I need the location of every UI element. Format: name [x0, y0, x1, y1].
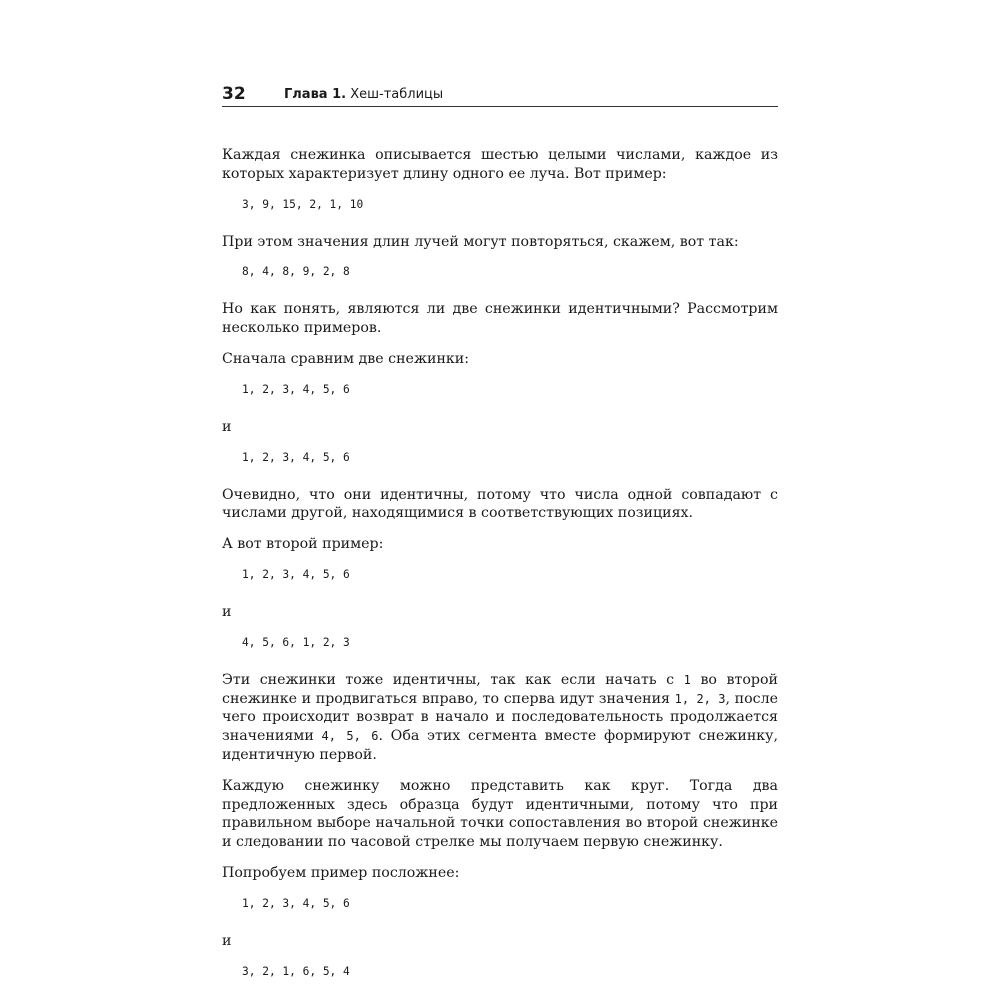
inline-code: 4, 5, 6	[321, 729, 379, 744]
inline-code: 1	[683, 672, 691, 687]
chapter-label: Глава 1.	[284, 87, 347, 102]
code-example-1: 3, 9, 15, 2, 1, 10	[242, 197, 364, 211]
paragraph-first-compare: Сначала сравним две снежинки:	[222, 350, 470, 367]
conjunction-and-3: и	[222, 932, 232, 949]
running-header	[222, 84, 778, 107]
code-example-4: 1, 2, 3, 4, 5, 6	[242, 450, 350, 464]
paragraph-circle: Каждую снежинку можно представить как круг. Тогда два предложенных здесь образца будут идентичными, потому что при правильном выборе начальной точки сопоставления во второй снежинке и следовании по часовой стрелке мы получаем первую снежинку.	[222, 777, 778, 851]
paragraph-second-example: А вот второй пример:	[222, 536, 384, 553]
code-example-6: 4, 5, 6, 1, 2, 3	[242, 635, 350, 649]
paragraph-repeat: При этом значения длин лучей могут повторяться, скажем, вот так:	[222, 233, 739, 250]
page-body	[222, 146, 778, 1000]
paragraph-question: Но как понять, являются ли две снежинки идентичными? Рассмотрим несколько примеров.	[222, 301, 778, 337]
chapter-heading	[284, 87, 443, 102]
code-example-8: 3, 2, 1, 6, 5, 4	[242, 964, 350, 978]
conjunction-and-1: и	[222, 418, 232, 435]
code-example-2: 8, 4, 8, 9, 2, 8	[242, 265, 350, 279]
page-number: 32	[222, 84, 246, 104]
paragraph-intro: Каждая снежинка описывается шестью целыми числами, каждое из которых характеризует длину одного ее луча. Вот пример:	[222, 147, 778, 182]
text-fragment: , после чего происходит возврат в начало и последовательность продолжается значениями	[222, 690, 779, 745]
chapter-title: Хеш-таблицы	[350, 87, 444, 102]
code-example-7: 1, 2, 3, 4, 5, 6	[242, 896, 350, 910]
paragraph-identical: Очевидно, что они идентичны, потому что числа одной совпадают с числами другой, находящимися в соответствующих позициях.	[222, 486, 778, 522]
paragraph-rotation	[222, 671, 778, 765]
paragraph-harder: Попробуем пример посложнее:	[222, 864, 460, 881]
text-fragment: . Оба этих сегмента вместе формируют снежинку, идентичную первой.	[222, 728, 779, 763]
conjunction-and-2: и	[222, 603, 232, 620]
code-example-3: 1, 2, 3, 4, 5, 6	[242, 382, 350, 396]
code-example-5: 1, 2, 3, 4, 5, 6	[242, 567, 350, 581]
text-fragment: Эти снежинки тоже идентичны, так как если начать с	[222, 671, 684, 688]
inline-code: 1, 2, 3	[674, 691, 726, 706]
text-fragment: во второй снежинке и продвигаться вправо, то сперва идут значения	[222, 671, 778, 707]
